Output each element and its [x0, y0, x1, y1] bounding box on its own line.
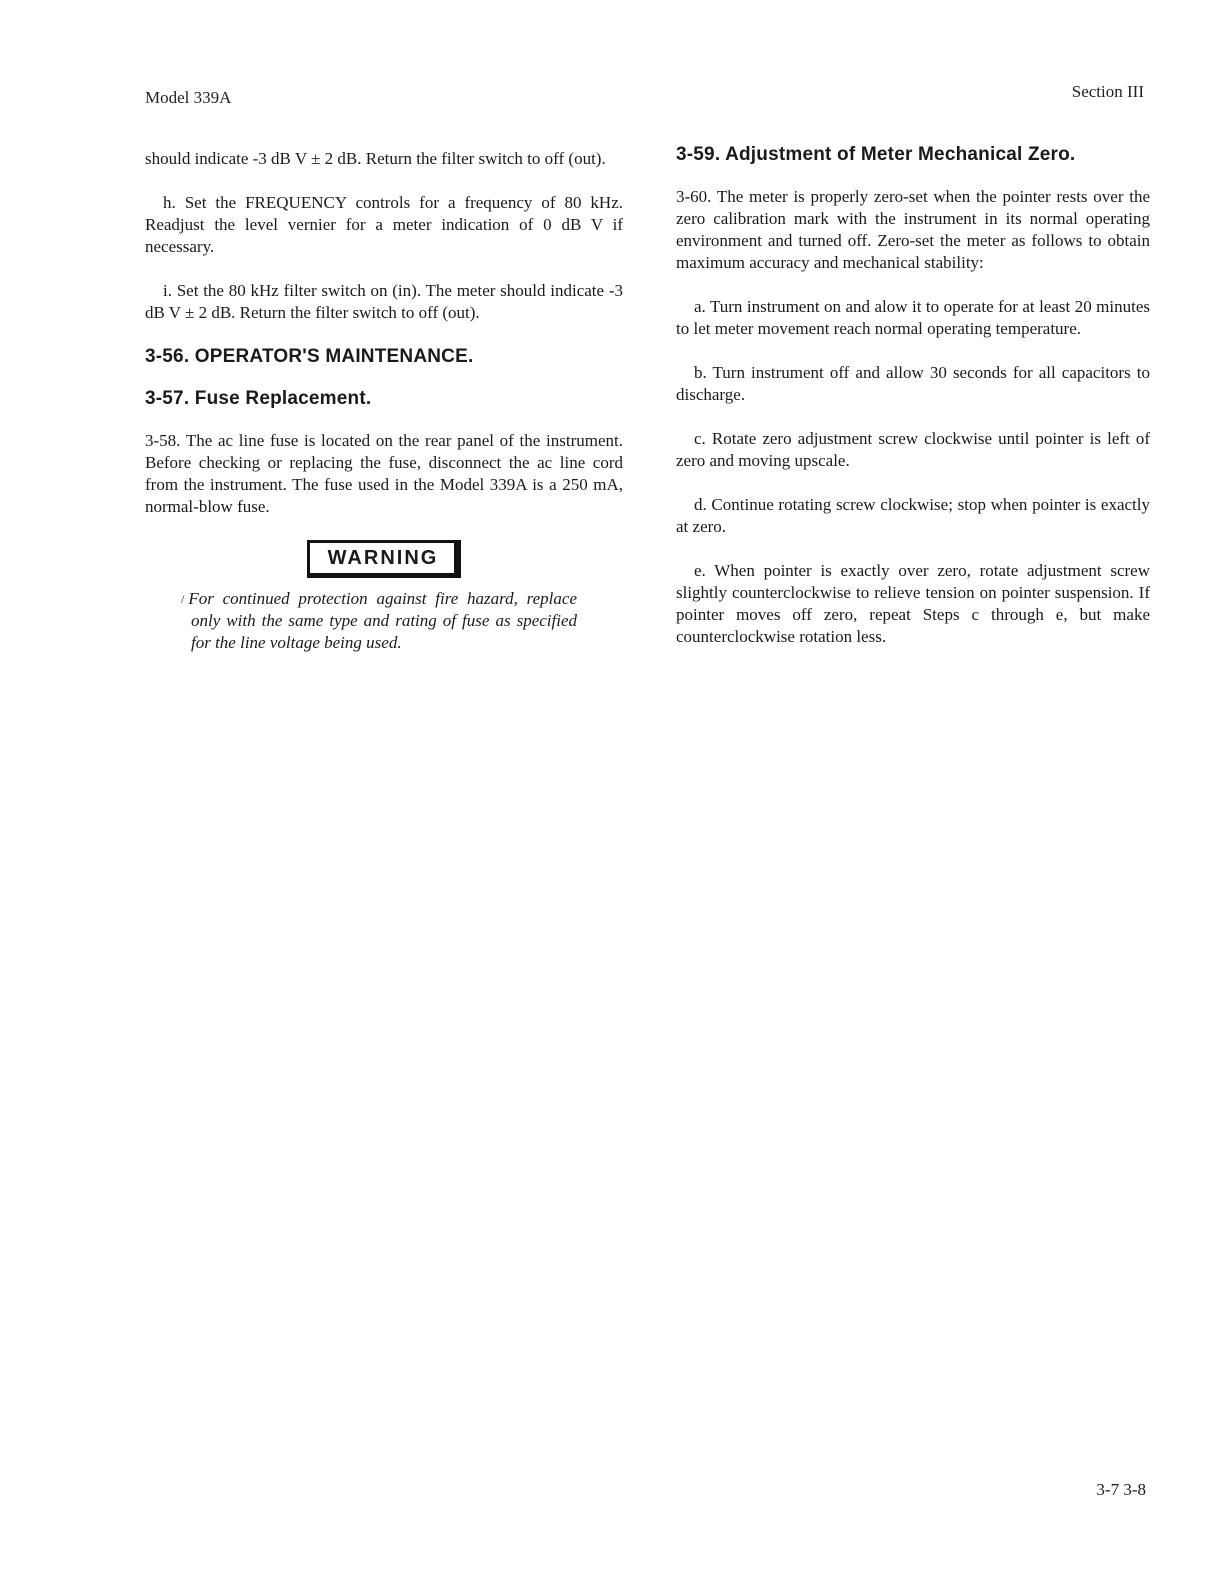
step-a: a. Turn instrument on and alow it to operate for at least 20 minutes to let meter movement reach normal operating temperature. — [676, 297, 1150, 338]
header-section: Section III — [1071, 82, 1144, 101]
paragraph-zero-set: 3-60. The meter is properly zero-set when the pointer rests over the zero calibration mark with the instrument in its normal operating environment and turned off. Zero-set the meter as follows to obtain maximum accuracy and mechanical stability: — [676, 187, 1150, 272]
warning-label: WARNING — [307, 540, 462, 578]
warning-text-block — [181, 588, 577, 654]
section-heading-meter-zero: 3-59. Adjustment of Meter Mechanical Zero. — [676, 144, 1076, 165]
step-i: i. Set the 80 kHz filter switch on (in). The meter should indicate -3 dB V ± 2 dB. Return the filter switch to off (out). — [145, 281, 623, 322]
page-number: 3-7 3-8 — [1096, 1480, 1146, 1499]
left-column — [145, 148, 623, 654]
paragraph-fuse: 3-58. The ac line fuse is located on the rear panel of the instrument. Before checking or replacing the fuse, disconnect the ac line cord from the instrument. The fuse used in the Model 339A is a 250 mA, normal-blow fuse. — [145, 431, 623, 516]
step-h: h. Set the FREQUENCY controls for a frequency of 80 kHz. Readjust the level vernier for a meter indication of 0 dB V if necessary. — [145, 193, 623, 256]
section-heading-maintenance: 3-56. OPERATOR'S MAINTENANCE. — [145, 346, 474, 367]
step-c: c. Rotate zero adjustment screw clockwise until pointer is left of zero and moving upscale. — [676, 429, 1150, 470]
warning-block — [145, 540, 623, 578]
paragraph-continuation: should indicate -3 dB V ± 2 dB. Return the filter switch to off (out). — [145, 149, 606, 168]
warning-text: For continued protection against fire hazard, replace only with the same type and rating of fuse as specified for the line voltage being used. — [188, 589, 577, 652]
right-column — [676, 144, 1150, 670]
header-model: Model 339A — [145, 88, 232, 107]
step-b: b. Turn instrument off and allow 30 seconds for all capacitors to discharge. — [676, 363, 1150, 404]
warning-mark: / — [181, 592, 185, 606]
step-e: e. When pointer is exactly over zero, rotate adjustment screw slightly counterclockwise to relieve tension on pointer suspension. If pointer moves off zero, repeat Steps c through e, but make counterclockwise rotation less. — [676, 561, 1150, 646]
section-heading-fuse: 3-57. Fuse Replacement. — [145, 388, 372, 409]
step-d: d. Continue rotating screw clockwise; stop when pointer is exactly at zero. — [676, 495, 1150, 536]
